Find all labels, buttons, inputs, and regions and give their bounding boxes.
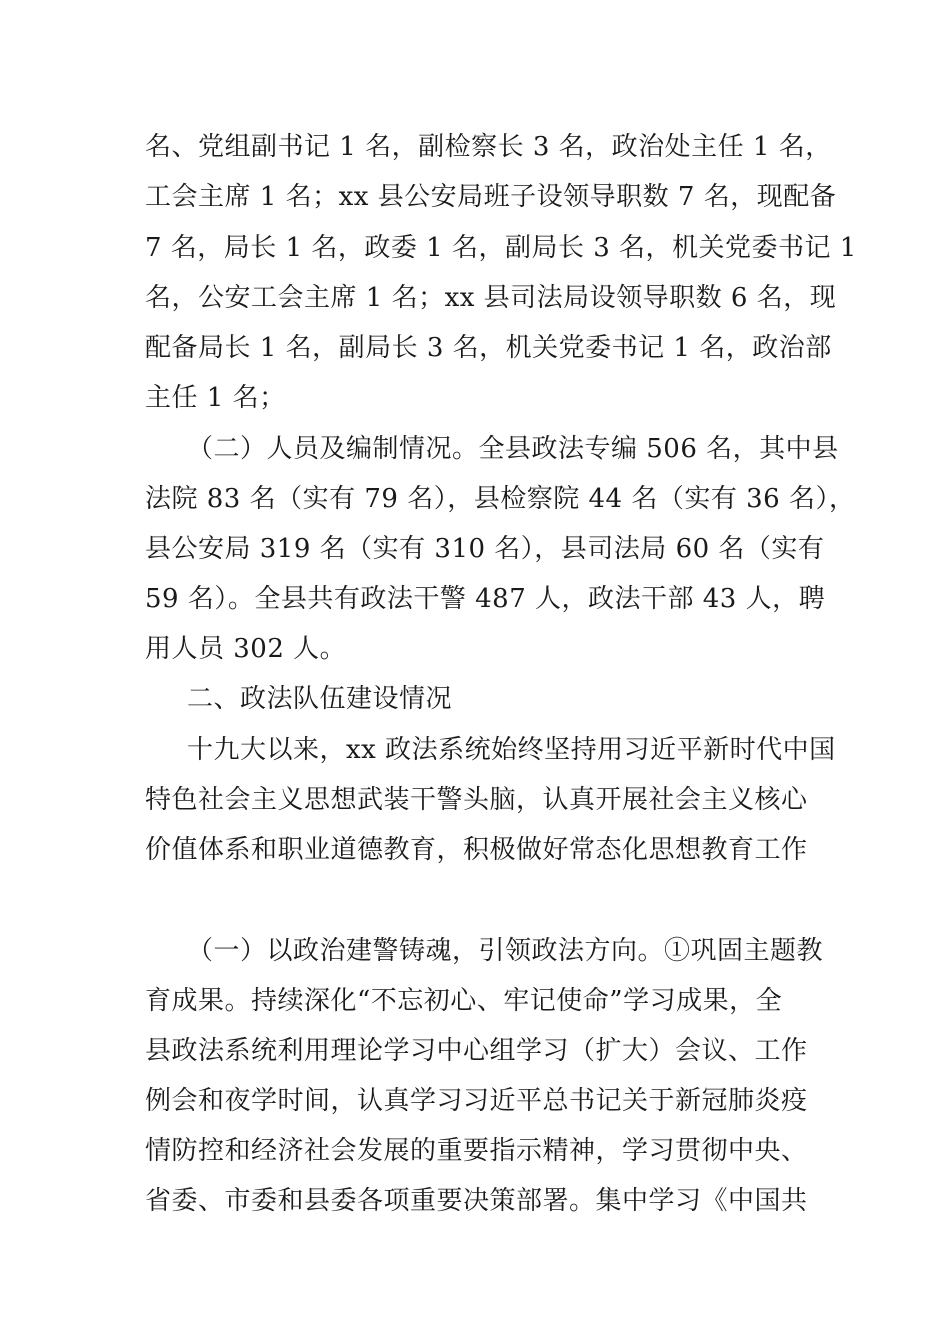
text-line: 县公安局 319 名（实有 310 名），县司法局 60 名（实有 xyxy=(145,534,825,564)
text-line: 县政法系统利用理论学习中心组学习（扩大）会议、工作 xyxy=(145,1036,808,1066)
text-line: （二）人员及编制情况。全县政法专编 506 名，其中县 xyxy=(187,434,839,464)
text-line: 工会主席 1 名；xx 县公安局班子设领导职数 7 名，现配备 xyxy=(145,182,837,212)
text-line: 省委、市委和县委各项重要决策部署。集中学习《中国共 xyxy=(145,1186,808,1216)
text-line: 价值体系和职业道德教育，积极做好常态化思想教育工作 xyxy=(145,835,808,865)
text-line: 十九大以来，xx 政法系统始终坚持用习近平新时代中国 xyxy=(187,735,836,765)
text-line: 主任 1 名； xyxy=(145,383,286,413)
text-line: 育成果。持续深化“不忘初心、牢记使命”学习成果，全 xyxy=(145,986,783,1016)
text-line: 特色社会主义思想武装干警头脑，认真开展社会主义核心 xyxy=(145,785,808,815)
text-line: 例会和夜学时间，认真学习习近平总书记关于新冠肺炎疫 xyxy=(145,1086,808,1116)
text-line: 名，公安工会主席 1 名；xx 县司法局设领导职数 6 名，现 xyxy=(145,283,837,313)
text-line: 配备局长 1 名，副局长 3 名，机关党委书记 1 名，政治部 xyxy=(145,333,832,363)
text-line: （一）以政治建警铸魂，引领政法方向。①巩固主题教 xyxy=(187,936,824,966)
text-line: 7 名，局长 1 名，政委 1 名，副局长 3 名，机关党委书记 1 xyxy=(145,233,857,263)
text-line: 情防控和经济社会发展的重要指示精神，学习贯彻中央、 xyxy=(145,1136,808,1166)
text-line: 名、党组副书记 1 名，副检察长 3 名，政治处主任 1 名， xyxy=(145,132,832,162)
text-line: 法院 83 名（实有 79 名），县检察院 44 名（实有 36 名）， xyxy=(145,484,856,514)
text-line: 59 名）。全县共有政法干警 487 人，政法干部 43 人，聘 xyxy=(145,584,826,614)
text-line: 用人员 302 人。 xyxy=(145,634,347,664)
section-heading: 二、政法队伍建设情况 xyxy=(187,684,453,714)
